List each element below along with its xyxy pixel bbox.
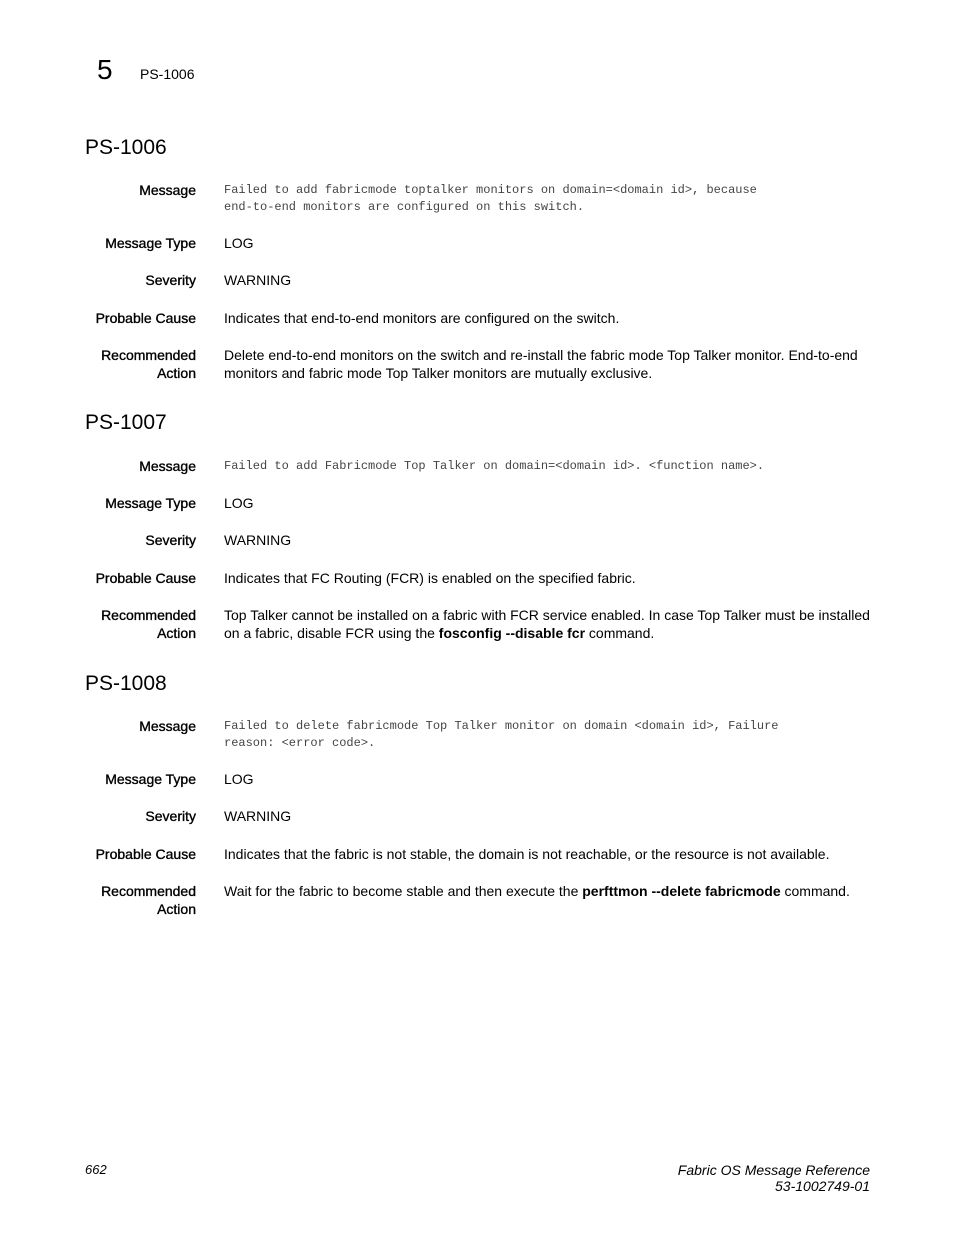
severity-value: WARNING bbox=[224, 532, 292, 548]
probable-cause-value: Indicates that the fabric is not stable, the domain is not reachable, or the resource is not available. bbox=[224, 846, 830, 862]
probable-cause-value: Indicates that FC Routing (FCR) is enabled on the specified fabric. bbox=[224, 570, 636, 586]
recommended-action-value bbox=[224, 606, 874, 642]
command-text: perfttmon --delete fabricmode bbox=[582, 883, 781, 899]
severity-label: Severity bbox=[145, 532, 196, 548]
message-type-value: LOG bbox=[224, 495, 254, 511]
label-line: Recommended bbox=[101, 607, 196, 623]
severity-label: Severity bbox=[145, 808, 196, 824]
action-text: Wait for the fabric to become stable and then execute the bbox=[224, 883, 583, 899]
footer-doc-info bbox=[678, 1162, 870, 1194]
label-line: Recommended bbox=[101, 883, 196, 899]
action-line bbox=[224, 624, 874, 642]
label-line: Recommended bbox=[101, 347, 196, 363]
doc-number: 53-1002749-01 bbox=[775, 1178, 870, 1194]
label-line: Action bbox=[157, 365, 196, 381]
probable-cause-label: Probable Cause bbox=[95, 570, 196, 586]
action-line: Top Talker cannot be installed on a fabric with FCR service enabled. In case Top Talker must be installed bbox=[224, 607, 870, 623]
action-line: Delete end-to-end monitors on the switch and re-install the fabric mode Top Talker monitor. End-to-end bbox=[224, 347, 858, 363]
recommended-action-value bbox=[224, 882, 874, 900]
page-number: 662 bbox=[85, 1162, 107, 1177]
label-line: Action bbox=[157, 901, 196, 917]
message-type-value: LOG bbox=[224, 771, 254, 787]
command-text: fosconfig --disable fcr bbox=[438, 625, 586, 641]
message-text: Failed to add Fabricmode Top Talker on domain=<domain id>. <function name>. bbox=[224, 459, 765, 473]
message-line: Failed to add fabricmode toptalker monitors on domain=<domain id>, because bbox=[224, 183, 757, 197]
section-title-ps-1006: PS-1006 bbox=[85, 136, 167, 159]
probable-cause-value: Indicates that end-to-end monitors are configured on the switch. bbox=[224, 310, 620, 326]
label-line: Action bbox=[157, 625, 196, 641]
section-title-ps-1007: PS-1007 bbox=[85, 411, 167, 434]
recommended-action-label bbox=[66, 606, 196, 642]
message-text bbox=[224, 718, 874, 752]
severity-value: WARNING bbox=[224, 272, 292, 288]
message-line: end-to-end monitors are configured on this switch. bbox=[224, 200, 585, 214]
severity-value: WARNING bbox=[224, 808, 292, 824]
message-label: Message bbox=[139, 182, 196, 198]
action-text: command. bbox=[585, 625, 655, 641]
probable-cause-label: Probable Cause bbox=[95, 310, 196, 326]
action-line: monitors and fabric mode Top Talker monitors are mutually exclusive. bbox=[224, 365, 653, 381]
chapter-number: 5 bbox=[97, 54, 113, 85]
message-type-value: LOG bbox=[224, 235, 254, 251]
message-label: Message bbox=[139, 718, 196, 734]
message-line: reason: <error code>. bbox=[224, 736, 376, 750]
message-type-label: Message Type bbox=[105, 235, 196, 251]
message-type-label: Message Type bbox=[105, 771, 196, 787]
message-text bbox=[224, 182, 874, 216]
recommended-action-value bbox=[224, 346, 874, 382]
running-title: PS-1006 bbox=[140, 66, 195, 82]
probable-cause-label: Probable Cause bbox=[95, 846, 196, 862]
message-type-label: Message Type bbox=[105, 495, 196, 511]
recommended-action-label bbox=[66, 882, 196, 918]
recommended-action-label bbox=[66, 346, 196, 382]
action-line bbox=[224, 882, 874, 900]
message-line: Failed to delete fabricmode Top Talker monitor on domain <domain id>, Failure bbox=[224, 719, 779, 733]
message-label: Message bbox=[139, 458, 196, 474]
section-title-ps-1008: PS-1008 bbox=[85, 672, 167, 695]
severity-label: Severity bbox=[145, 272, 196, 288]
doc-title: Fabric OS Message Reference bbox=[677, 1162, 870, 1178]
action-text: on a fabric, disable FCR using the bbox=[224, 625, 439, 641]
action-text: command. bbox=[780, 883, 850, 899]
